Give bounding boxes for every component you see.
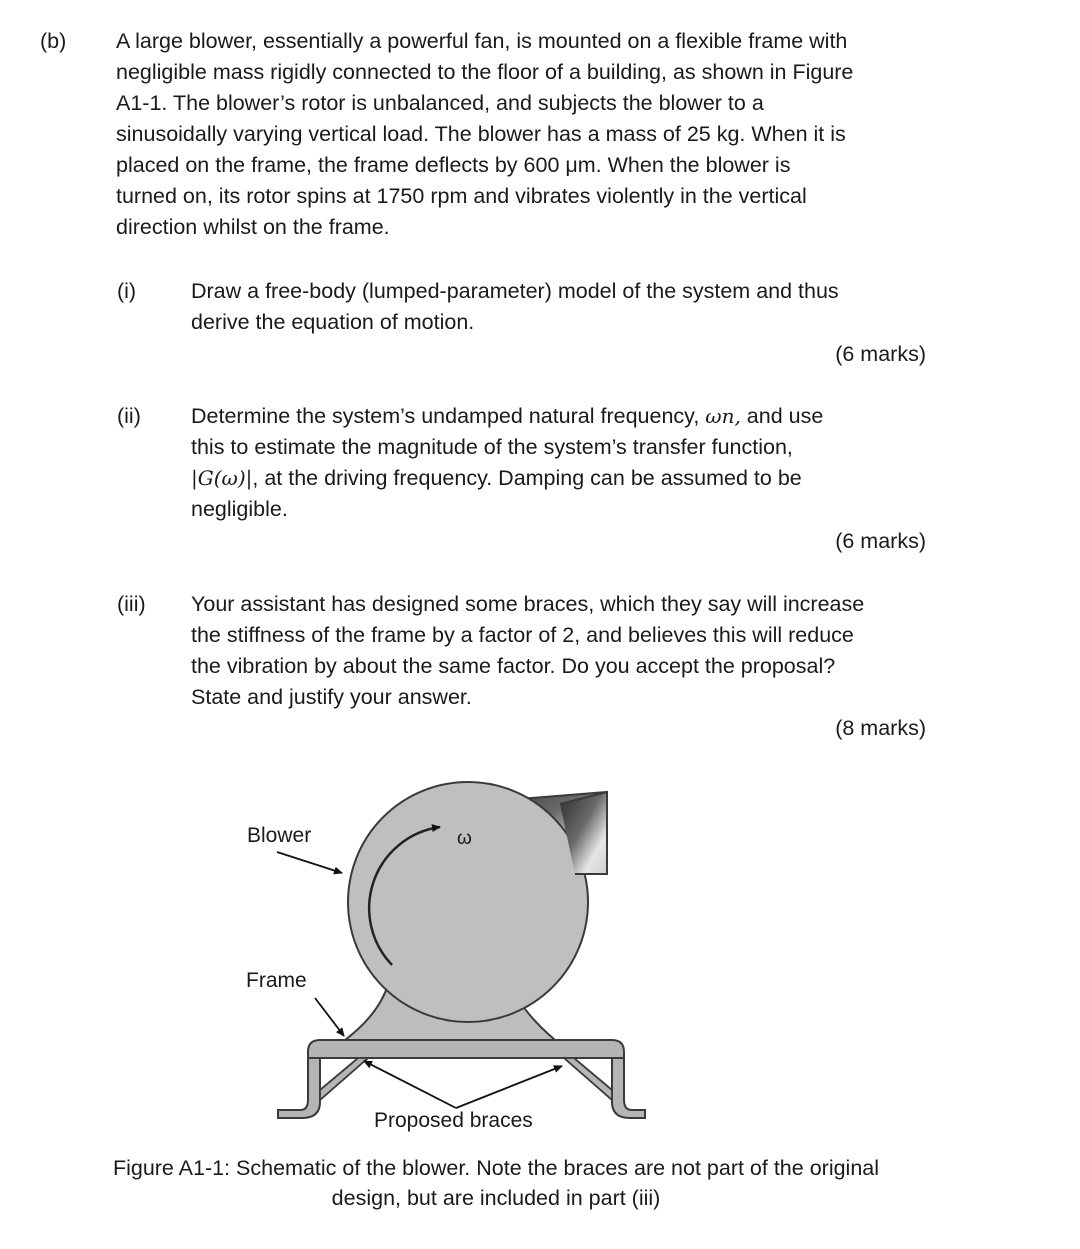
question-iii-marks: (8 marks) [835,716,926,740]
question-text: , at the driving frequency. Damping can be assumed to be [252,466,802,490]
question-text: Determine the system’s undamped natural frequency, [191,404,706,428]
left-brace [320,1058,368,1100]
question-line: the stiffness of the frame by a factor of 2, and believes this will reduce [191,623,854,647]
question-text: and use [740,404,824,428]
blower-label: Blower [247,824,312,847]
frame-label: Frame [246,969,307,992]
intro-line: A1-1. The blower’s rotor is unbalanced, and subjects the blower to a [116,91,764,115]
frame-right-leg [612,1058,645,1118]
caption-line: design, but are included in part (iii) [331,1186,661,1210]
transfer-function-symbol: |G(ω)| [191,466,253,490]
question-iii-label: (iii) [117,592,146,616]
intro-line: sinusoidally varying vertical load. The blower has a mass of 25 kg. When it is [116,122,846,146]
part-label: (b) [40,29,67,53]
brace-pointer-arrow-left [364,1061,456,1108]
omega-label: ω [457,828,472,849]
question-line: Your assistant has designed some braces, which they say will increase [191,592,865,616]
blower-body [348,782,588,1022]
question-i-marks: (6 marks) [835,342,926,366]
question-line: State and justify your answer. [191,685,472,709]
question-ii-label: (ii) [117,404,141,428]
question-line: negligible. [191,497,288,521]
question-i-label: (i) [117,279,137,303]
intro-line: placed on the frame, the frame deflects by 600 μm. When the blower is [116,153,791,177]
omega-n-symbol: ωn, [705,404,741,428]
blower-pointer-arrow [277,852,342,873]
figure-caption [0,1153,1080,1213]
braces-label: Proposed braces [374,1109,533,1132]
question-line: derive the equation of motion. [191,310,475,334]
brace-pointer-arrow-right [456,1066,562,1108]
question-line: Draw a free-body (lumped-parameter) model of the system and thus [191,279,839,303]
frame-top-plate [308,1040,624,1058]
intro-line: negligible mass rigidly connected to the floor of a building, as shown in Figure [116,60,854,84]
question-ii-marks: (6 marks) [835,529,926,553]
intro-line: turned on, its rotor spins at 1750 rpm and vibrates violently in the vertical [116,184,807,208]
frame-left-leg [278,1058,320,1118]
intro-line: A large blower, essentially a powerful fan, is mounted on a flexible frame with [116,29,848,53]
right-brace [564,1058,612,1100]
caption-line: Figure A1-1: Schematic of the blower. Note the braces are not part of the original [112,1156,880,1180]
intro-line: direction whilst on the frame. [116,215,390,239]
question-line: the vibration by about the same factor. Do you accept the proposal? [191,654,836,678]
frame-pointer-arrow [315,998,344,1036]
question-line: this to estimate the magnitude of the system’s transfer function, [191,435,793,459]
